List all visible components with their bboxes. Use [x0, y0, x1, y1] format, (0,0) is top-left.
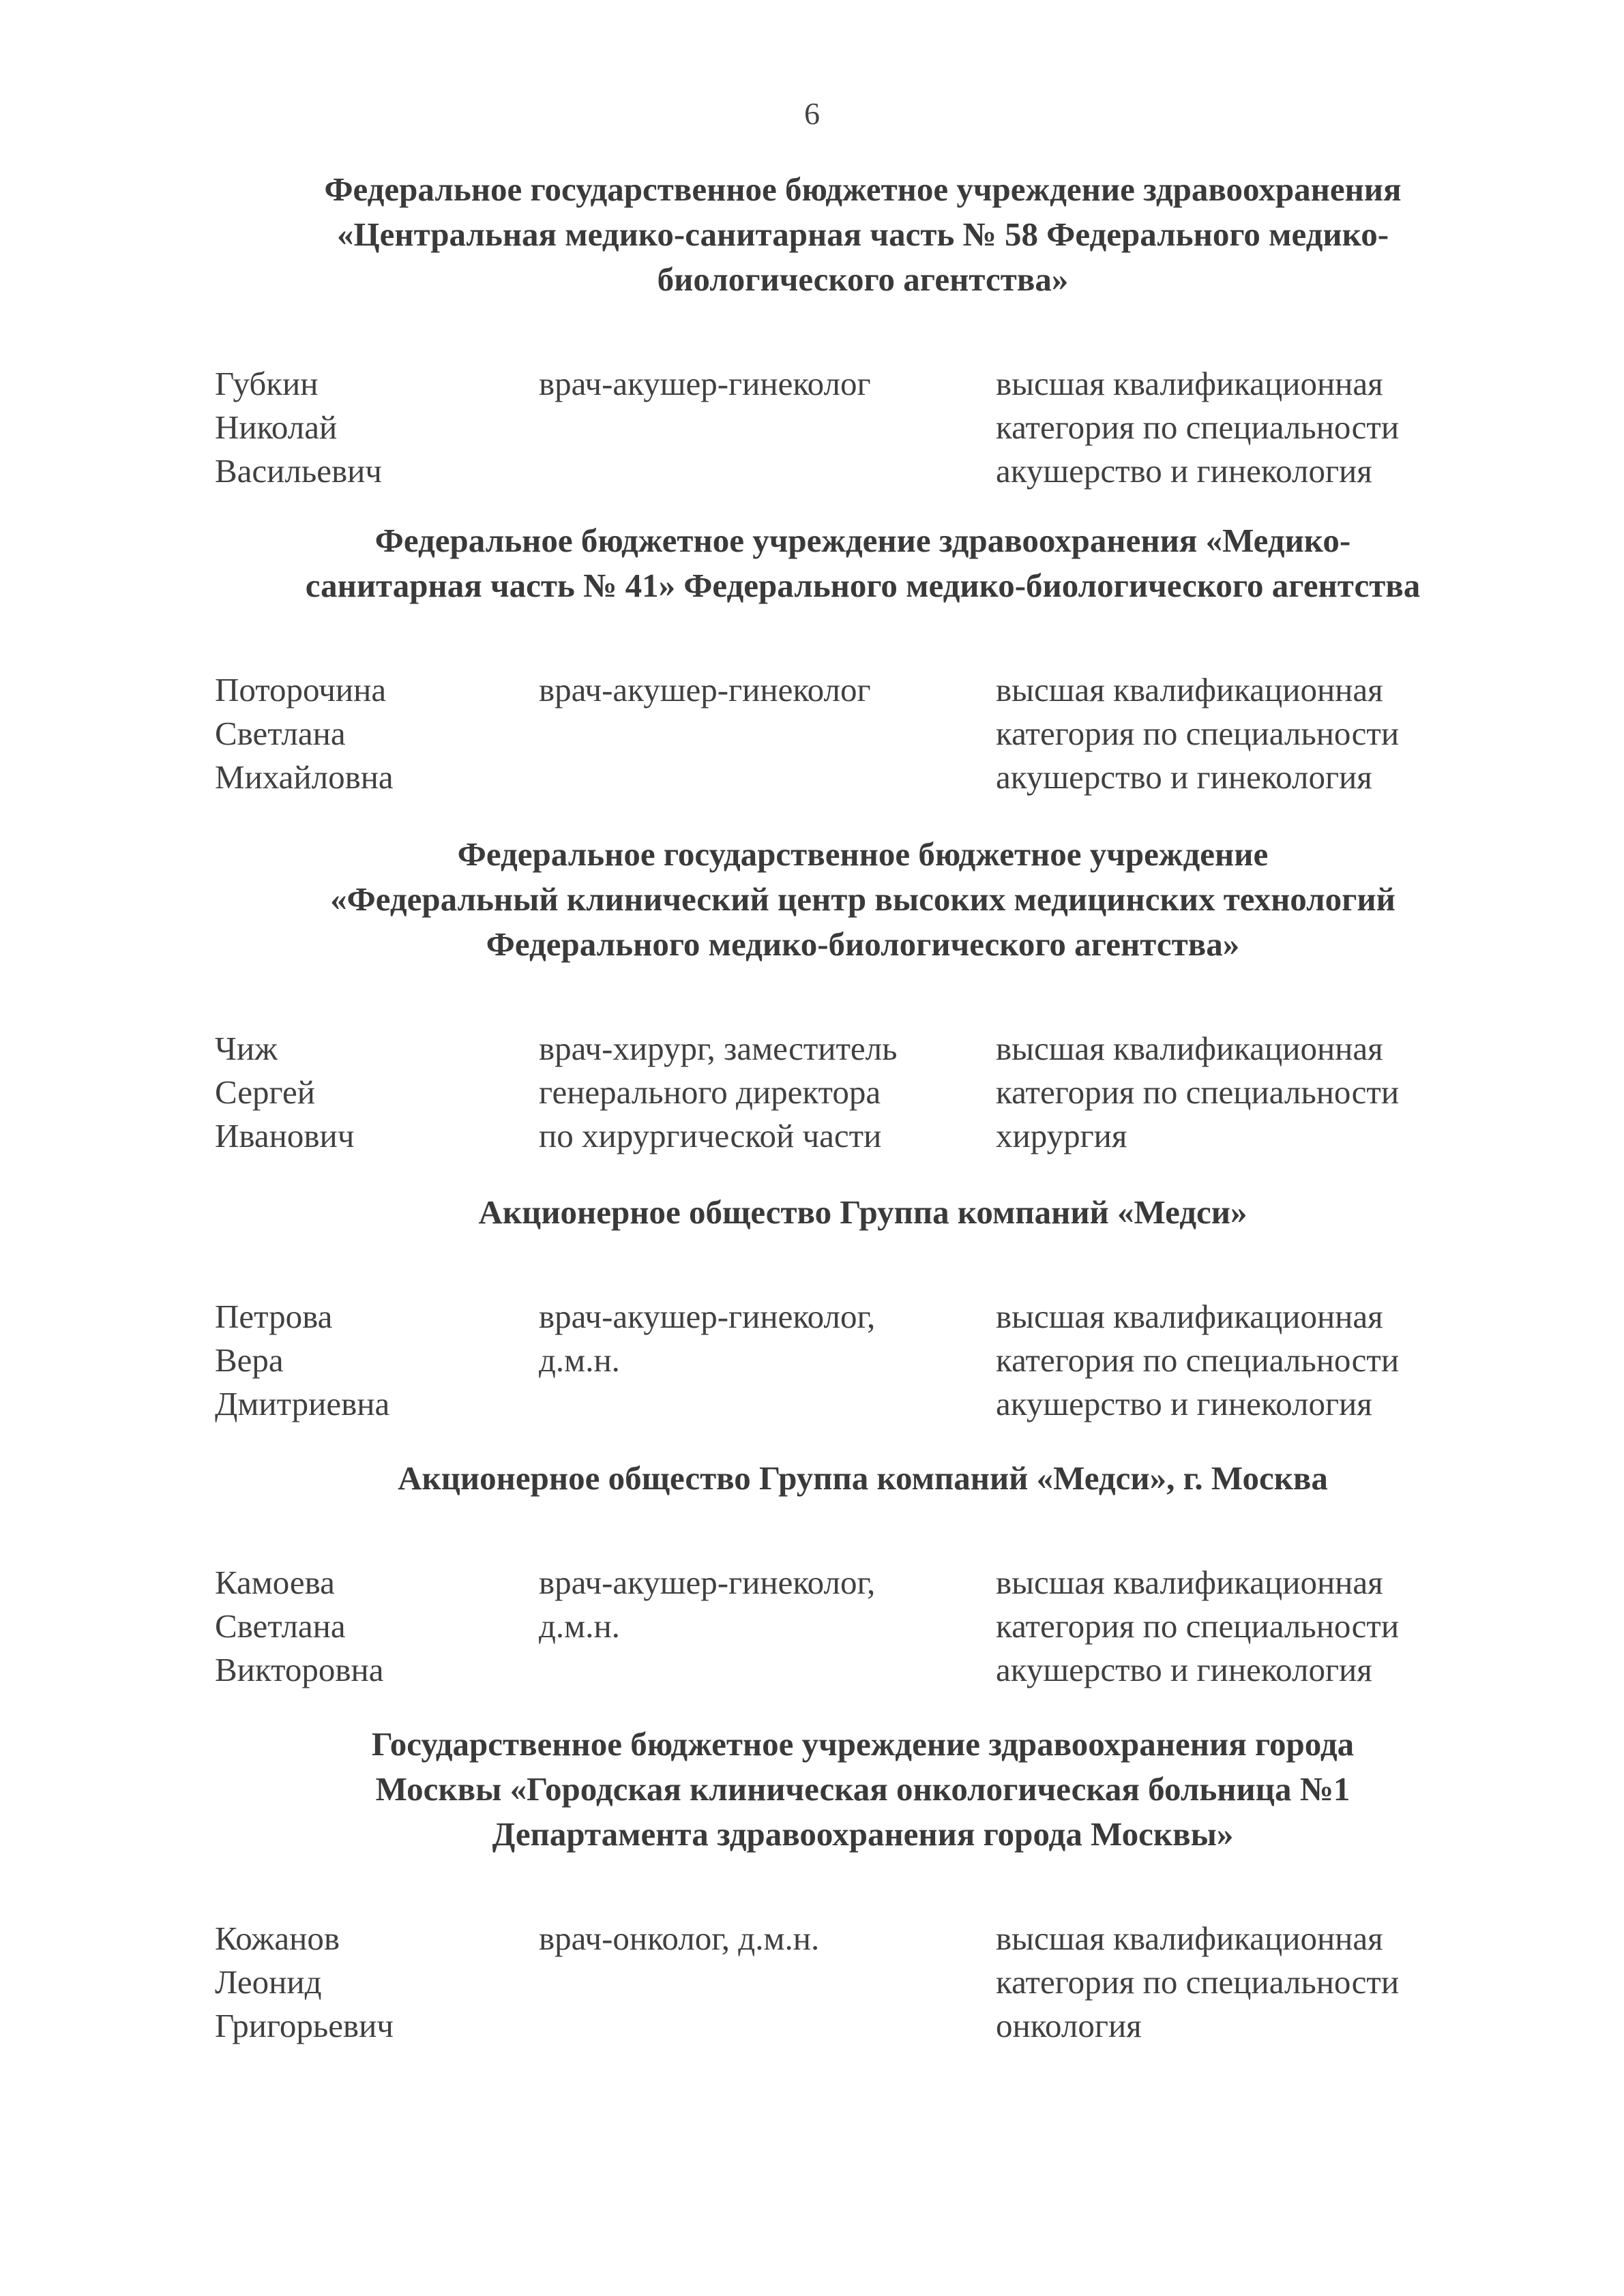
org-section [205, 167, 1521, 493]
patronymic: Васильевич [215, 452, 382, 490]
org-section [205, 832, 1521, 1158]
position-line: врач-акушер-гинеколог, [539, 1564, 876, 1601]
person-qualification [996, 1295, 1399, 1426]
person-qualification [996, 668, 1399, 799]
org-section [205, 518, 1521, 799]
qualification-line: высшая квалификационная [996, 1920, 1383, 1957]
qualification-line: акушерство и гинекология [996, 758, 1372, 796]
person-name [215, 1561, 383, 1692]
org-title-line: Департамента здравоохранения города Москвы» [492, 1815, 1234, 1853]
org-title [205, 167, 1521, 302]
org-title [205, 1722, 1521, 1857]
qualification-line: высшая квалификационная [996, 1030, 1383, 1067]
org-title-line: Федерального медико-биологического агентства» [486, 925, 1240, 963]
position-line: д.м.н. [539, 1341, 620, 1379]
qualification-line: категория по специальности [996, 715, 1400, 752]
first-name: Сергей [215, 1073, 315, 1111]
org-title-line: Федеральное государственное бюджетное учреждение [457, 835, 1269, 873]
org-title [205, 1190, 1521, 1235]
person-name [215, 1295, 389, 1426]
position-line: врач-онколог, д.м.н. [539, 1920, 820, 1957]
org-title-line: биологического агентства» [657, 260, 1069, 298]
person-position [539, 362, 871, 406]
patronymic: Михайловна [215, 758, 394, 796]
patronymic: Григорьевич [215, 2007, 394, 2044]
qualification-line: акушерство и гинекология [996, 1651, 1372, 1688]
surname: Петрова [215, 1298, 333, 1335]
person-entry [205, 1561, 1521, 1692]
person-name [215, 1917, 394, 2048]
person-position [539, 1561, 875, 1648]
surname: Кожанов [215, 1920, 340, 1957]
org-title-line: санитарная часть № 41» Федерального медико-биологического агентства [305, 567, 1421, 604]
position-line: генерального директора [539, 1073, 881, 1111]
position-line: д.м.н. [539, 1607, 620, 1645]
org-title-line: Государственное бюджетное учреждение здравоохранения города [371, 1725, 1355, 1763]
qualification-line: категория по специальности [996, 1341, 1400, 1379]
patronymic: Викторовна [215, 1651, 384, 1688]
org-title-line: «Центральная медико-санитарная часть № 58 Федерального медико- [336, 215, 1389, 253]
position-line: врач-хирург, заместитель [539, 1030, 898, 1067]
surname: Губкин [215, 365, 319, 402]
person-qualification [996, 1917, 1399, 2048]
first-name: Николай [215, 408, 338, 446]
qualification-line: онкология [996, 2007, 1142, 2044]
org-title-line: Москвы «Городская клиническая онкологическая больница №1 [375, 1770, 1350, 1808]
position-line: врач-акушер-гинеколог [539, 671, 871, 709]
person-name [215, 362, 382, 493]
org-title-line: Акционерное общество Группа компаний «Медси», г. Москва [398, 1459, 1328, 1497]
person-position [539, 1295, 875, 1382]
org-title-line: «Федеральный клинический центр высоких медицинских технологий [330, 880, 1396, 918]
person-position [539, 1027, 897, 1158]
person-position [539, 1917, 819, 1960]
org-section [205, 1722, 1521, 2048]
person-position [539, 668, 871, 712]
org-section [205, 1456, 1521, 1692]
position-line: врач-акушер-гинеколог [539, 365, 871, 402]
person-name [215, 668, 394, 799]
qualification-line: категория по специальности [996, 1963, 1400, 2001]
surname: Камоева [215, 1564, 335, 1601]
person-entry [205, 1295, 1521, 1426]
org-title [205, 1456, 1521, 1501]
org-title-line: Федеральное бюджетное учреждение здравоохранения «Медико- [374, 522, 1351, 559]
org-title [205, 832, 1521, 967]
surname: Поторочина [215, 671, 387, 709]
first-name: Светлана [215, 1607, 346, 1645]
qualification-line: категория по специальности [996, 1607, 1400, 1645]
patronymic: Дмитриевна [215, 1385, 390, 1422]
person-qualification [996, 1561, 1399, 1692]
person-qualification [996, 1027, 1399, 1158]
surname: Чиж [215, 1030, 278, 1067]
qualification-line: высшая квалификационная [996, 1298, 1383, 1335]
qualification-line: категория по специальности [996, 408, 1400, 446]
qualification-line: акушерство и гинекология [996, 452, 1372, 490]
person-entry [205, 1917, 1521, 2048]
qualification-line: высшая квалификационная [996, 671, 1383, 709]
person-entry [205, 1027, 1521, 1158]
org-title-line: Федеральное государственное бюджетное учреждение здравоохранения [324, 170, 1402, 208]
person-qualification [996, 362, 1399, 493]
qualification-line: хирургия [996, 1117, 1127, 1154]
first-name: Светлана [215, 715, 346, 752]
qualification-line: акушерство и гинекология [996, 1385, 1372, 1422]
position-line: по хирургической части [539, 1117, 882, 1154]
org-title [205, 518, 1521, 608]
patronymic: Иванович [215, 1117, 355, 1154]
first-name: Вера [215, 1341, 284, 1379]
position-line: врач-акушер-гинеколог, [539, 1298, 876, 1335]
qualification-line: категория по специальности [996, 1073, 1400, 1111]
first-name: Леонид [215, 1963, 322, 2001]
person-entry [205, 362, 1521, 493]
person-name [215, 1027, 354, 1158]
person-entry [205, 668, 1521, 799]
org-title-line: Акционерное общество Группа компаний «Медси» [478, 1193, 1247, 1231]
qualification-line: высшая квалификационная [996, 1564, 1383, 1601]
page-number: 6 [804, 96, 820, 131]
qualification-line: высшая квалификационная [996, 365, 1383, 402]
org-section [205, 1190, 1521, 1426]
